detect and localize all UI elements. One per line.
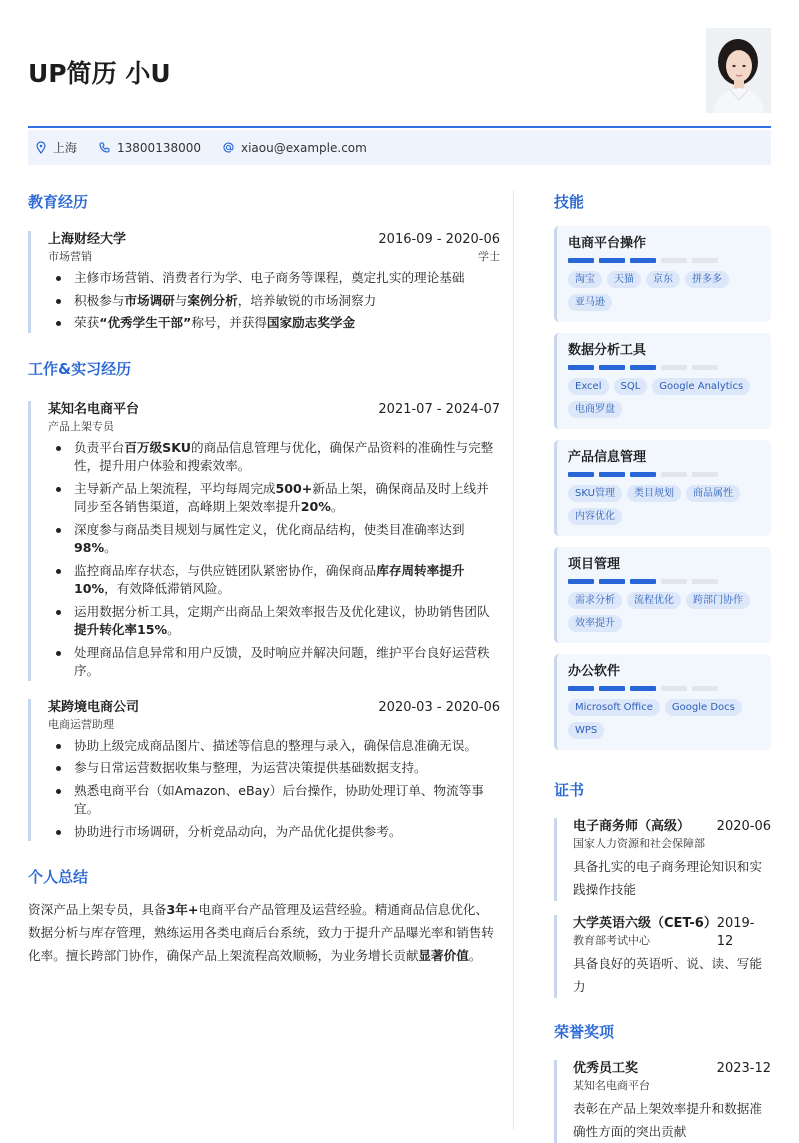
text-run: 资深产品上架专员，具备	[28, 902, 167, 917]
bullet-item	[48, 521, 500, 558]
text-run: 。	[330, 499, 344, 514]
emphasis-text: 20%	[300, 499, 331, 514]
cert-description: 具备扎实的电子商务理论知识和实践操作技能	[573, 859, 762, 897]
cert-header	[573, 818, 771, 836]
skill-tag: SKU管理	[568, 485, 622, 502]
job-date: 2020-03 - 2020-06	[378, 699, 500, 715]
contact-email	[223, 141, 367, 155]
skills-list	[554, 226, 771, 750]
bullet-item	[48, 737, 500, 756]
education-bullets	[48, 269, 500, 333]
cert-entry	[554, 818, 771, 901]
text-run: 与	[174, 292, 188, 308]
text-run: 主导新产品上架流程，平均每周完成	[74, 480, 276, 496]
skill-name: 办公软件	[568, 664, 621, 679]
text-run: 处理商品信息异常和用户反馈，及时响应并解决问题，维护平台良好运营秩序。	[74, 644, 490, 678]
skill-level-segment	[630, 258, 656, 263]
skill-tag: 类目规划	[627, 485, 681, 502]
section-title-work: 工作&实习经历	[28, 359, 132, 378]
skill-level-bar	[568, 258, 761, 263]
skill-level-segment	[568, 686, 594, 691]
skill-tags	[568, 375, 761, 421]
school-name: 上海财经大学	[48, 232, 127, 247]
text-run: 电商平台产品管理及运营经验。精通商品信息优化、数据分析与库存管理，熟练运用各类电商后台系统，致力于提升产品曝光率和销售转化率。擅长跨部门协作，确保产品上架流程高效顺畅，为业务增长贡献	[28, 902, 494, 963]
cert-issuer: 国家人力资源和社会保障部	[573, 837, 705, 850]
emphasis-text: 百万级SKU	[124, 439, 191, 455]
bullet-item	[48, 823, 500, 842]
company-name: 某知名电商平台	[48, 401, 140, 417]
skill-tag: 内容优化	[568, 508, 622, 525]
contact-bar	[28, 130, 771, 165]
text-run: 。	[104, 540, 117, 555]
honor-date: 2023-12	[716, 1061, 771, 1076]
text-run: 称号，并获得	[191, 315, 267, 330]
text-run: 协助进行市场调研，分析竞品动向，为产品优化提供参考。	[74, 823, 402, 839]
bullet-item	[48, 314, 500, 333]
work-list	[28, 401, 500, 842]
skill-tag: 电商罗盘	[568, 401, 622, 418]
education-date: 2016-09 - 2020-06	[378, 232, 500, 247]
skill-level-segment	[692, 472, 718, 477]
skill-level-segment	[692, 686, 718, 691]
cert-issuer: 教育部考试中心	[573, 934, 650, 947]
skill-tag: Excel	[568, 378, 609, 395]
skill-level-segment	[568, 579, 594, 584]
emphasis-text: 显著价值	[418, 948, 469, 963]
bullet-item	[48, 644, 500, 681]
text-run: 熟悉电商平台（如Amazon、eBay）后台操作，协助处理订单、物流等事宜。	[74, 782, 484, 816]
skill-level-segment	[568, 365, 594, 370]
contact-location	[36, 139, 77, 156]
text-run: 参与日常运营数据收集与整理，为运营决策提供基础数据支持。	[74, 760, 427, 775]
skill-tag: 天猫	[607, 271, 641, 288]
cert-name: 电子商务师（高级）	[573, 819, 691, 834]
job-bullets	[48, 737, 500, 842]
job-entry	[28, 699, 500, 842]
bullet-item	[48, 782, 500, 819]
education-subline	[48, 249, 500, 265]
skill-level-segment	[630, 365, 656, 370]
skill-level-bar	[568, 579, 761, 584]
company-name: 某跨境电商公司	[48, 699, 140, 715]
skill-level-segment	[661, 686, 687, 691]
cert-entry	[554, 915, 771, 998]
text-run: 负责平台	[74, 439, 125, 455]
skill-level-segment	[661, 472, 687, 477]
skill-tag: 跨部门协作	[686, 592, 750, 609]
emphasis-text: 市场调研	[124, 292, 175, 308]
text-run: 新品上架，确保商品及时上线并同步至各销售渠道，高峰期上架效率提升	[74, 480, 489, 514]
skill-level-segment	[568, 258, 594, 263]
skill-level-segment	[599, 686, 625, 691]
education-header	[48, 231, 500, 249]
emphasis-text: 3年+	[166, 902, 199, 917]
bullet-item	[48, 603, 500, 640]
column-divider	[513, 190, 514, 1130]
text-run: 监控商品库存状态，与供应链团队紧密协作，确保商品	[74, 562, 377, 578]
honor-entry	[554, 1060, 771, 1143]
skill-card	[554, 654, 771, 750]
skill-level-segment	[661, 579, 687, 584]
contact-email-address[interactable]: xiaou@example.com	[241, 140, 367, 155]
at-sign-icon	[223, 142, 234, 153]
job-header	[48, 699, 500, 717]
bullet-item	[48, 480, 500, 517]
skill-level-segment	[692, 258, 718, 263]
skill-tag: WPS	[568, 722, 604, 739]
skill-tag: 商品属性	[686, 485, 740, 502]
role-title: 产品上架专员	[48, 419, 114, 433]
bullet-item	[48, 292, 500, 311]
skill-level-segment	[599, 365, 625, 370]
text-run: 。	[468, 948, 482, 963]
text-run: ，有效降低滞销风险。	[104, 581, 231, 596]
right-column	[554, 190, 771, 1143]
skill-card	[554, 333, 771, 429]
skill-tag: 需求分析	[568, 592, 622, 609]
honor-issuer: 某知名电商平台	[573, 1079, 650, 1092]
skill-tag: Microsoft Office	[568, 699, 660, 716]
skill-level-bar	[568, 365, 761, 370]
skill-tag: SQL	[614, 378, 648, 395]
candidate-name: UP简历 小U	[28, 59, 171, 88]
job-bullets	[48, 439, 500, 681]
text-run: 。	[167, 622, 180, 637]
job-role	[48, 717, 500, 733]
skill-level-segment	[630, 472, 656, 477]
honor-name: 优秀员工奖	[573, 1061, 639, 1076]
education-degree: 学士	[478, 250, 500, 263]
text-run: 主修市场营销、消费者行为学、电子商务等课程，奠定扎实的理论基础	[74, 270, 465, 285]
skill-level-bar	[568, 686, 761, 691]
text-run: 运用数据分析工具，定期产出商品上架效率报告及优化建议，协助销售团队	[74, 603, 490, 619]
summary-text	[28, 898, 500, 967]
skill-level-segment	[599, 472, 625, 477]
left-column	[28, 190, 500, 967]
resume-header	[28, 28, 771, 118]
text-run: 积极参与	[74, 292, 125, 308]
cert-date: 2019-12	[716, 916, 755, 949]
skill-tags	[568, 482, 761, 528]
emphasis-text: 98%	[74, 540, 105, 555]
job-header	[48, 401, 500, 419]
skill-level-bar	[568, 472, 761, 477]
emphasis-text: 国家励志奖学金	[266, 315, 356, 330]
emphasis-text: 案例分析	[187, 292, 238, 308]
text-run: ，培养敏锐的市场洞察力	[237, 292, 377, 308]
bullet-item	[48, 439, 500, 476]
honor-description: 表彰在产品上架效率提升和数据准确性方面的突出贡献	[573, 1101, 762, 1139]
skill-tag: 京东	[646, 271, 680, 288]
job-entry	[28, 401, 500, 681]
emphasis-text: “优秀学生干部”	[99, 315, 192, 330]
cert-name: 大学英语六级（CET-6）	[573, 916, 717, 931]
skill-name: 电商平台操作	[568, 236, 647, 251]
contact-phone-number[interactable]: 13800138000	[117, 140, 201, 155]
skill-level-segment	[692, 365, 718, 370]
skill-tag: 流程优化	[627, 592, 681, 609]
skill-tags	[568, 268, 761, 314]
phone-icon	[99, 142, 110, 153]
text-run: 荣获	[74, 315, 100, 330]
text-run: 协助上级完成商品图片、描述等信息的整理与录入，确保信息准确无误。	[74, 737, 477, 753]
section-title-certs: 证书	[554, 781, 585, 799]
skill-level-segment	[599, 258, 625, 263]
bullet-item	[48, 562, 500, 599]
text-run: 的商品信息管理与优化，确保产品资料的准确性与完整性，提升用户体验和搜索效率。	[74, 439, 494, 473]
honor-header	[573, 1060, 771, 1078]
job-role	[48, 419, 500, 435]
contact-phone	[99, 141, 201, 155]
section-title-summary: 个人总结	[28, 868, 89, 886]
emphasis-text: 500+	[275, 480, 313, 496]
cert-description: 具备良好的英语听、说、读、写能力	[573, 956, 762, 994]
cert-date: 2020-06	[716, 819, 771, 834]
skill-level-segment	[630, 686, 656, 691]
skill-card	[554, 440, 771, 536]
skill-card	[554, 226, 771, 322]
section-title-honors: 荣誉奖项	[554, 1023, 615, 1041]
education-major: 市场营销	[48, 250, 92, 263]
skill-level-segment	[661, 365, 687, 370]
text-run: 深度参与商品类目规划与属性定义，优化商品结构，使类目准确率达到	[74, 521, 465, 537]
skill-tag: 拼多多	[685, 271, 729, 288]
skill-level-segment	[661, 258, 687, 263]
education-entry	[28, 231, 500, 333]
skill-name: 项目管理	[568, 557, 621, 572]
skill-card	[554, 547, 771, 643]
bullet-item	[48, 269, 500, 288]
skill-tag: 效率提升	[568, 615, 622, 632]
section-title-education: 教育经历	[28, 193, 89, 211]
skill-tag: Google Analytics	[652, 378, 750, 395]
skill-name: 产品信息管理	[568, 450, 647, 465]
section-title-skills: 技能	[554, 193, 585, 211]
skill-tag: 淘宝	[568, 271, 602, 288]
location-pin-icon	[36, 142, 46, 154]
skill-tag: 亚马逊	[568, 294, 612, 311]
profile-photo	[706, 28, 771, 113]
skill-level-segment	[630, 579, 656, 584]
header-divider	[28, 126, 771, 128]
emphasis-text: 提升转化率15%	[74, 622, 168, 637]
skill-tags	[568, 696, 761, 742]
skill-tag: Google Docs	[665, 699, 742, 716]
skill-name: 数据分析工具	[568, 343, 647, 358]
skill-level-segment	[568, 472, 594, 477]
honors-list	[554, 1060, 771, 1143]
skill-level-segment	[692, 579, 718, 584]
certs-list	[554, 818, 771, 998]
skill-level-segment	[599, 579, 625, 584]
emphasis-text: 库存周转率提升10%	[74, 562, 465, 596]
skill-tags	[568, 589, 761, 635]
role-title: 电商运营助理	[48, 717, 114, 731]
job-date: 2021-07 - 2024-07	[378, 401, 500, 417]
bullet-item	[48, 759, 500, 778]
contact-city: 上海	[53, 141, 78, 155]
